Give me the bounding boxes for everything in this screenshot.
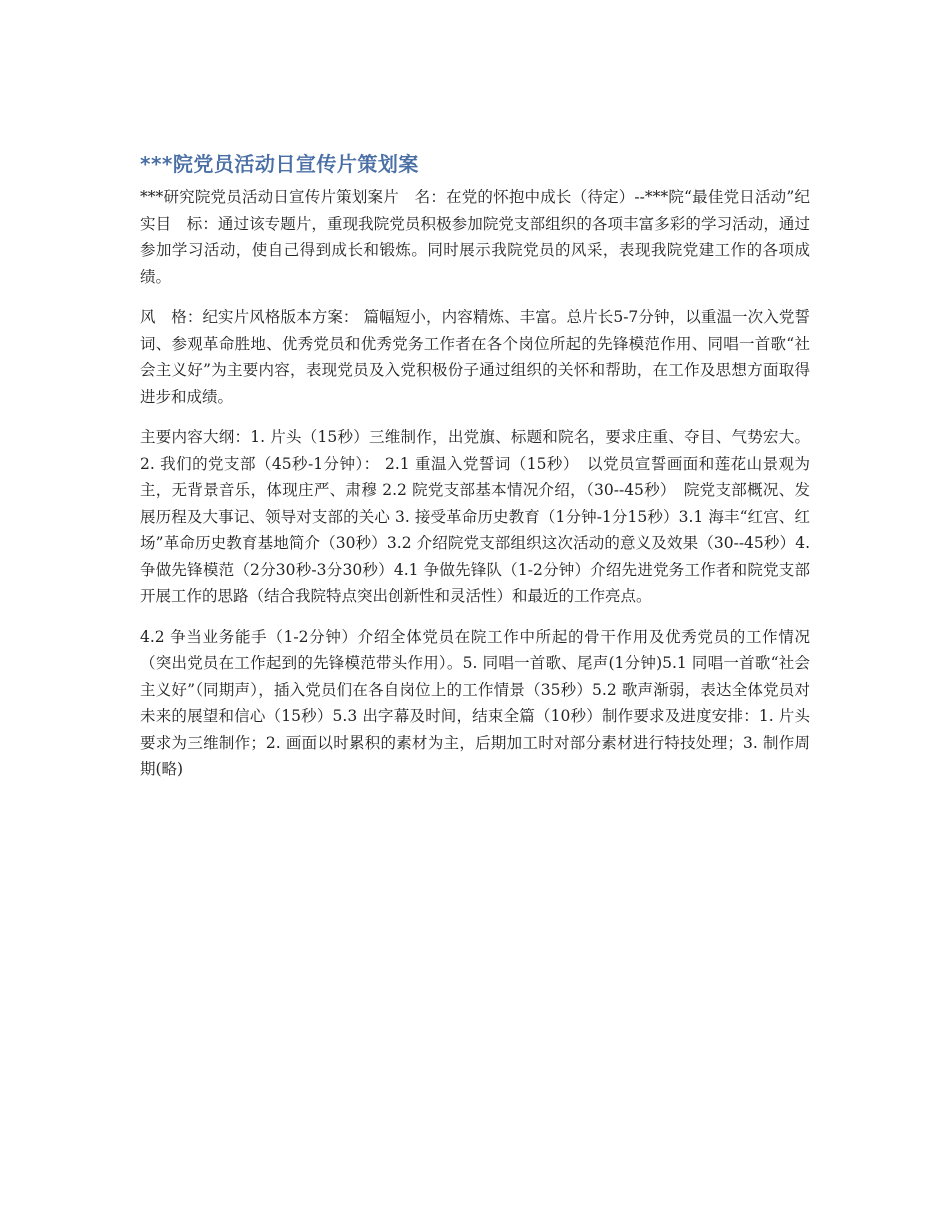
document-body: [140, 150, 810, 797]
paragraph-outline: 主要内容大纲：1. 片头（15秒）三维制作，出党旗、标题和院名，要求庄重、夺目、气势宏大。2. 我们的党支部（45秒-1分钟）： 2.1 重温入党誓词（15秒） 以党员宣誓画面和莲花山景观为主，无背景音乐，体现庄严、肃穆 2.2 院党支部基本情况介绍，（30--45秒） 院党支部概况、发展历程及大事记、领导对支部的关心 3. 接受革命历史教育（1分钟-1分15秒）3.1 海丰“红宫、红场”革命历史教育基地简介（30秒）3.2 介绍院党支部组织这次活动的意义及效果（30--45秒）4. 争做先锋模范（2分30秒-3分30秒）4.1 争做先锋队（1-2分钟）介绍先进党务工作者和院党支部开展工作的思路（结合我院特点突出创新性和灵活性）和最近的工作亮点。: [140, 428, 810, 605]
paragraph-intro: ***研究院党员活动日宣传片策划案片 名：在党的怀抱中成长（待定）--***院“最佳党日活动”纪实目 标：通过该专题片，重现我院党员积极参加院党支部组织的各项丰富多彩的学习活动，通过参加学习活动，使自己得到成长和锻炼。同时展示我院党员的风采，表现我院党建工作的各项成绩。: [140, 188, 810, 286]
paragraph-style: 风 格：纪实片风格版本方案： 篇幅短小，内容精炼、丰富。总片长5-7分钟，以重温一次入党誓词、参观革命胜地、优秀党员和优秀党务工作者在各个岗位所起的先锋模范作用、同唱一首歌“社会主义好”为主要内容，表现党员及入党积极份子通过组织的关怀和帮助，在工作及思想方面取得进步和成绩。: [140, 308, 810, 406]
paragraph-outline-continued: 4.2 争当业务能手（1-2分钟）介绍全体党员在院工作中所起的骨干作用及优秀党员的工作情况（突出党员在工作起到的先锋模范带头作用）。5. 同唱一首歌、尾声(1分钟)5.1 同唱一首歌“社会主义好”（同期声），插入党员们在各自岗位上的工作情景（35秒）5.2 歌声渐弱，表达全体党员对未来的展望和信心（15秒）5.3 出字幕及时间，结束全篇（10秒）制作要求及进度安排：1. 片头要求为三维制作；2. 画面以时累积的素材为主，后期加工时对部分素材进行特技处理；3. 制作周期(略): [140, 627, 810, 778]
document-title: ***院党员活动日宣传片策划案: [140, 152, 419, 176]
